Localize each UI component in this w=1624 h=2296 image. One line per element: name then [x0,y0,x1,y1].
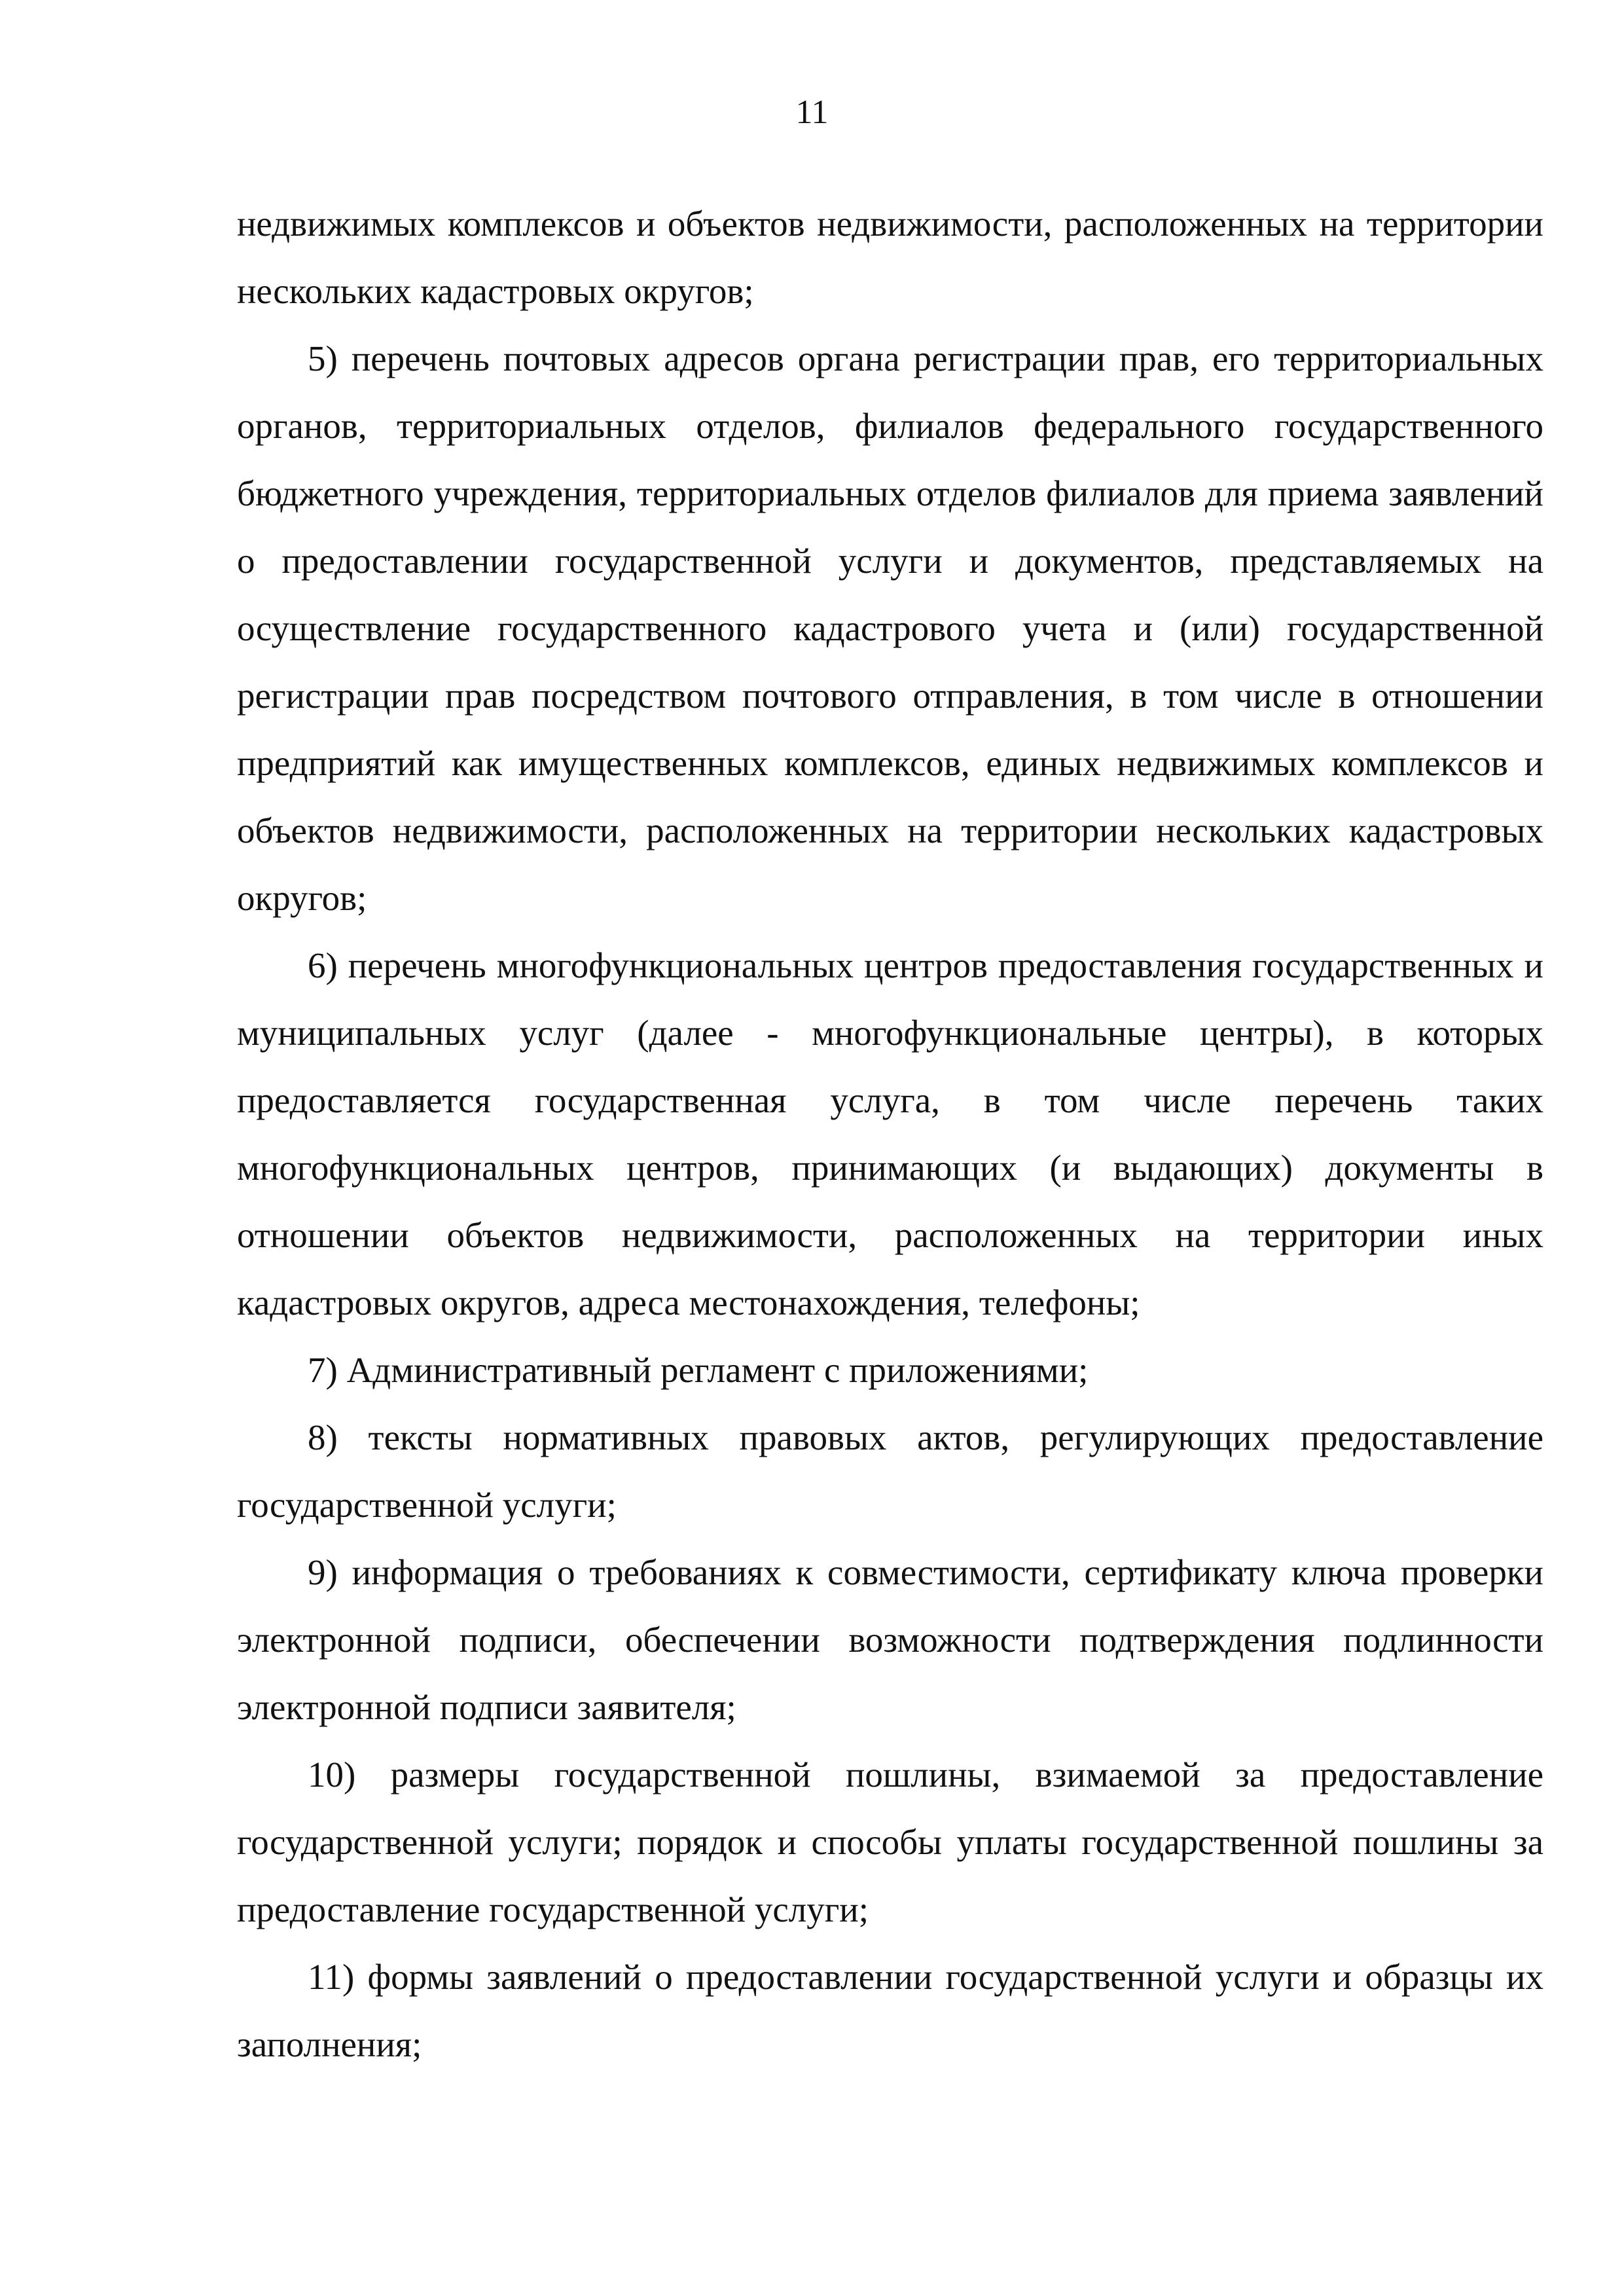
paragraph-item-10: 10) размеры государственной пошлины, взимаемой за предоставление государственной услуги; порядок и способы уплаты государственной пошлины за предоставление государственной услуги; [237,1755,1543,1929]
paragraph-item-11: 11) формы заявлений о предоставлении государственной услуги и образцы их заполнения; [237,1957,1543,2064]
paragraph-item-8: 8) тексты нормативных правовых актов, регулирующих предоставление государственной услуги; [237,1417,1543,1525]
paragraph-item-9: 9) информация о требованиях к совместимости, сертификату ключа проверки электронной подписи, обеспечении возможности подтверждения подлинности электронной подписи заявителя; [237,1552,1543,1727]
paragraph-item-5: 5) перечень почтовых адресов органа регистрации прав, его территориальных органов, территориальных отделов, филиалов федерального государственного бюджетного учреждения, территориальных отделов филиалов для приема заявлений о предоставлении государственной услуги и документов, представляемых на осуществление государственного кадастрового учета и (или) государственной регистрации прав посредством почтового отправления, в том числе в отношении предприятий как имущественных комплексов, единых недвижимых комплексов и объектов недвижимости, расположенных на территории нескольких кадастровых округов; [237,338,1543,918]
paragraph-item-7: 7) Административный регламент с приложениями; [308,1350,1089,1390]
paragraph-item-6: 6) перечень многофункциональных центров предоставления государственных и муниципальных услуг (далее - многофункциональные центры), в которых предоставляется государственная услуга, в том числе перечень таких многофункциональных центров, принимающих (и выдающих) документы в отношении объектов недвижимости, расположенных на территории иных кадастровых округов, адреса местонахождения, телефоны; [237,945,1543,1322]
document-body [237,190,1543,2078]
paragraph-continuation: недвижимых комплексов и объектов недвижимости, расположенных на территории нескольких кадастровых округов; [237,204,1543,311]
page-number: 11 [795,94,829,131]
